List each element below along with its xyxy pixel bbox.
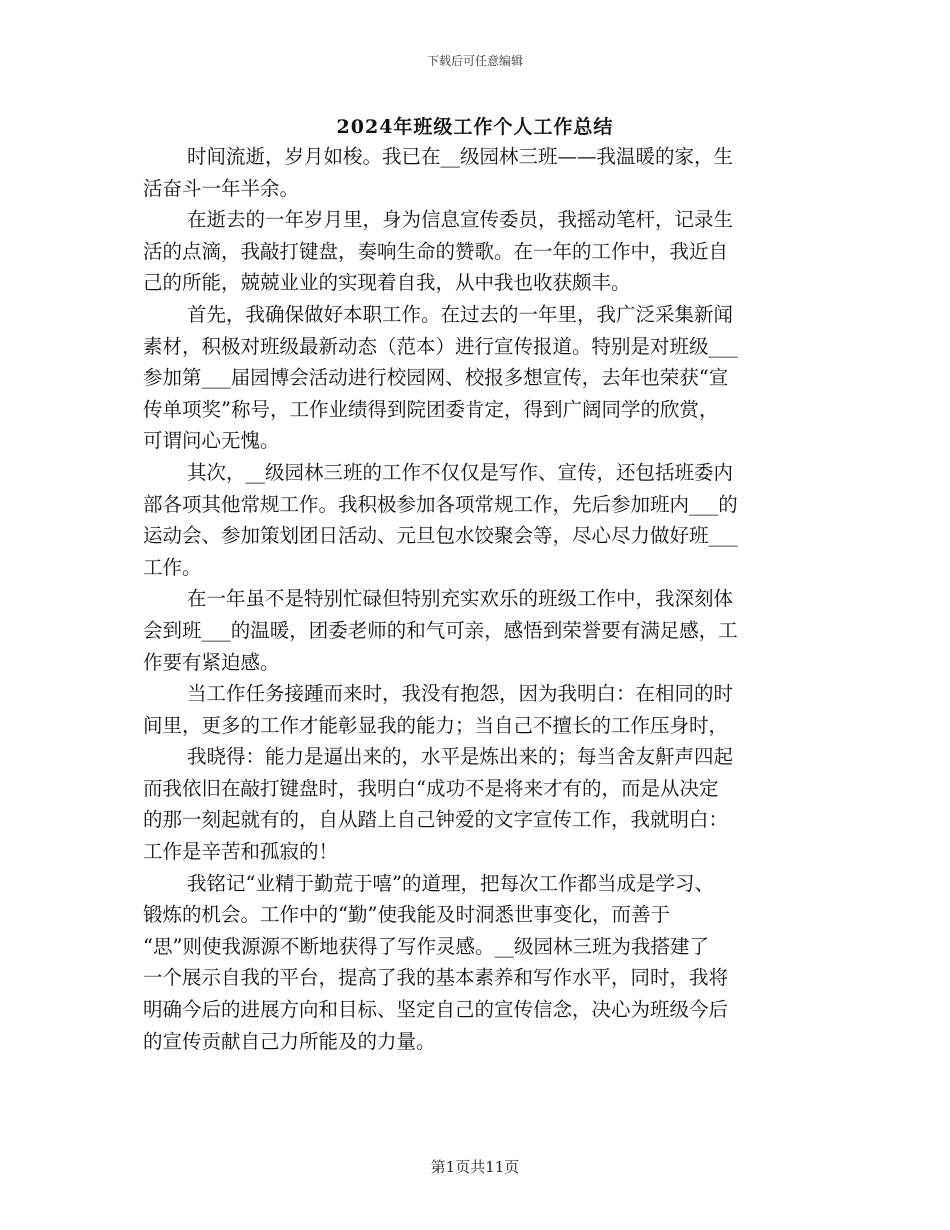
paragraph xyxy=(143,141,803,204)
page-footer: 第1页共11页 xyxy=(430,1158,520,1176)
document-title: 2024年班级工作个人工作总结 xyxy=(336,116,614,138)
paragraph-line: 一个展示自我的平台，提高了我的基本素养和写作水平，同时，我将 xyxy=(143,966,729,990)
paragraph xyxy=(143,204,803,299)
paragraph-line: 我铭记“业精于勤荒于嘻”的道理，把每次工作都当成是学习、 xyxy=(187,871,714,895)
paragraph xyxy=(143,457,803,583)
paragraph-line: 作要有紧迫感。 xyxy=(143,650,280,674)
paragraph-line: 可谓问心无愧。 xyxy=(143,429,280,453)
paragraph-line: 的那一刻起就有的，自从踏上自己钟爱的文字宣传工作，我就明白： xyxy=(143,808,729,832)
paragraph-line: 首先，我确保做好本职工作。在过去的一年里，我广泛采集新闻 xyxy=(187,302,734,326)
paragraph-line: 时间流逝，岁月如梭。我已在__级园林三班——我温暖的家，生 xyxy=(187,145,734,168)
paragraph-line: 参加第___届园博会活动进行校园网、校报多想宣传，去年也荣获“宣 xyxy=(143,366,729,390)
paragraph-line: 部各项其他常规工作。我积极参加各项常规工作，先后参加班内___的 xyxy=(143,492,738,516)
paragraph-line: 的宣传贡献自己力所能及的力量。 xyxy=(143,1029,436,1053)
paragraph xyxy=(143,741,803,867)
paragraph-line: 锻炼的机会。工作中的“勤”使我能及时洞悉世事变化，而善于 xyxy=(143,903,670,927)
paragraph-line: 在一年虽不是特别忙碌但特别充实欢乐的班级工作中，我深刻体 xyxy=(187,587,734,611)
paragraph xyxy=(143,299,803,457)
paragraph-line: 素材，积极对班级最新动态（范本）进行宣传报道。特别是对班级___ xyxy=(143,334,738,358)
paragraph xyxy=(143,678,803,741)
paragraph-line: 活奋斗一年半余。 xyxy=(143,176,300,200)
paragraph-line: 传单项奖”称号，工作业绩得到院团委肯定，得到广阔同学的欣赏， xyxy=(143,397,719,421)
header-note: 下载后可任意编辑 xyxy=(426,54,523,68)
paragraph-line: “思”则使我源源不断地获得了写作灵感。__级园林三班为我搭建了 xyxy=(143,934,709,958)
paragraph-line: 在逝去的一年岁月里，身为信息宣传委员，我摇动笔杆，记录生 xyxy=(187,208,734,232)
document-body xyxy=(143,141,803,1057)
paragraph-line: 活的点滴，我敲打键盘，奏响生命的赞歌。在一年的工作中，我近自 xyxy=(143,239,729,263)
paragraph-line: 会到班___的温暖，团委老师的和气可亲，感悟到荣誉要有满足感，工 xyxy=(143,618,738,642)
paragraph-line: 工作。 xyxy=(143,555,202,579)
paragraph-line: 间里，更多的工作才能彰显我的能力；当自己不擅长的工作压身时， xyxy=(143,713,729,737)
paragraph-line: 我晓得：能力是逼出来的，水平是炼出来的；每当舍友鼾声四起 xyxy=(187,745,734,769)
paragraph-line: 己的所能，兢兢业业的实现着自我，从中我也收获颇丰。 xyxy=(143,271,631,295)
paragraph-line: 明确今后的进展方向和目标、坚定自己的宣传信念，决心为班级今后 xyxy=(143,998,729,1022)
paragraph xyxy=(143,583,803,678)
paragraph-line: 当工作任务接踵而来时，我没有抱怨，因为我明白：在相同的时 xyxy=(187,682,734,706)
paragraph-line: 运动会、参加策划团日活动、元旦包水饺聚会等，尽心尽力做好班___ xyxy=(143,524,738,548)
paragraph xyxy=(143,868,803,1058)
paragraph-line: 其次，__级园林三班的工作不仅仅是写作、宣传，还包括班委内 xyxy=(187,460,734,484)
paragraph-line: 工作是辛苦和孤寂的！ xyxy=(143,840,339,864)
paragraph-line: 而我依旧在敲打键盘时，我明白“成功不是将来才有的，而是从决定 xyxy=(143,776,719,800)
